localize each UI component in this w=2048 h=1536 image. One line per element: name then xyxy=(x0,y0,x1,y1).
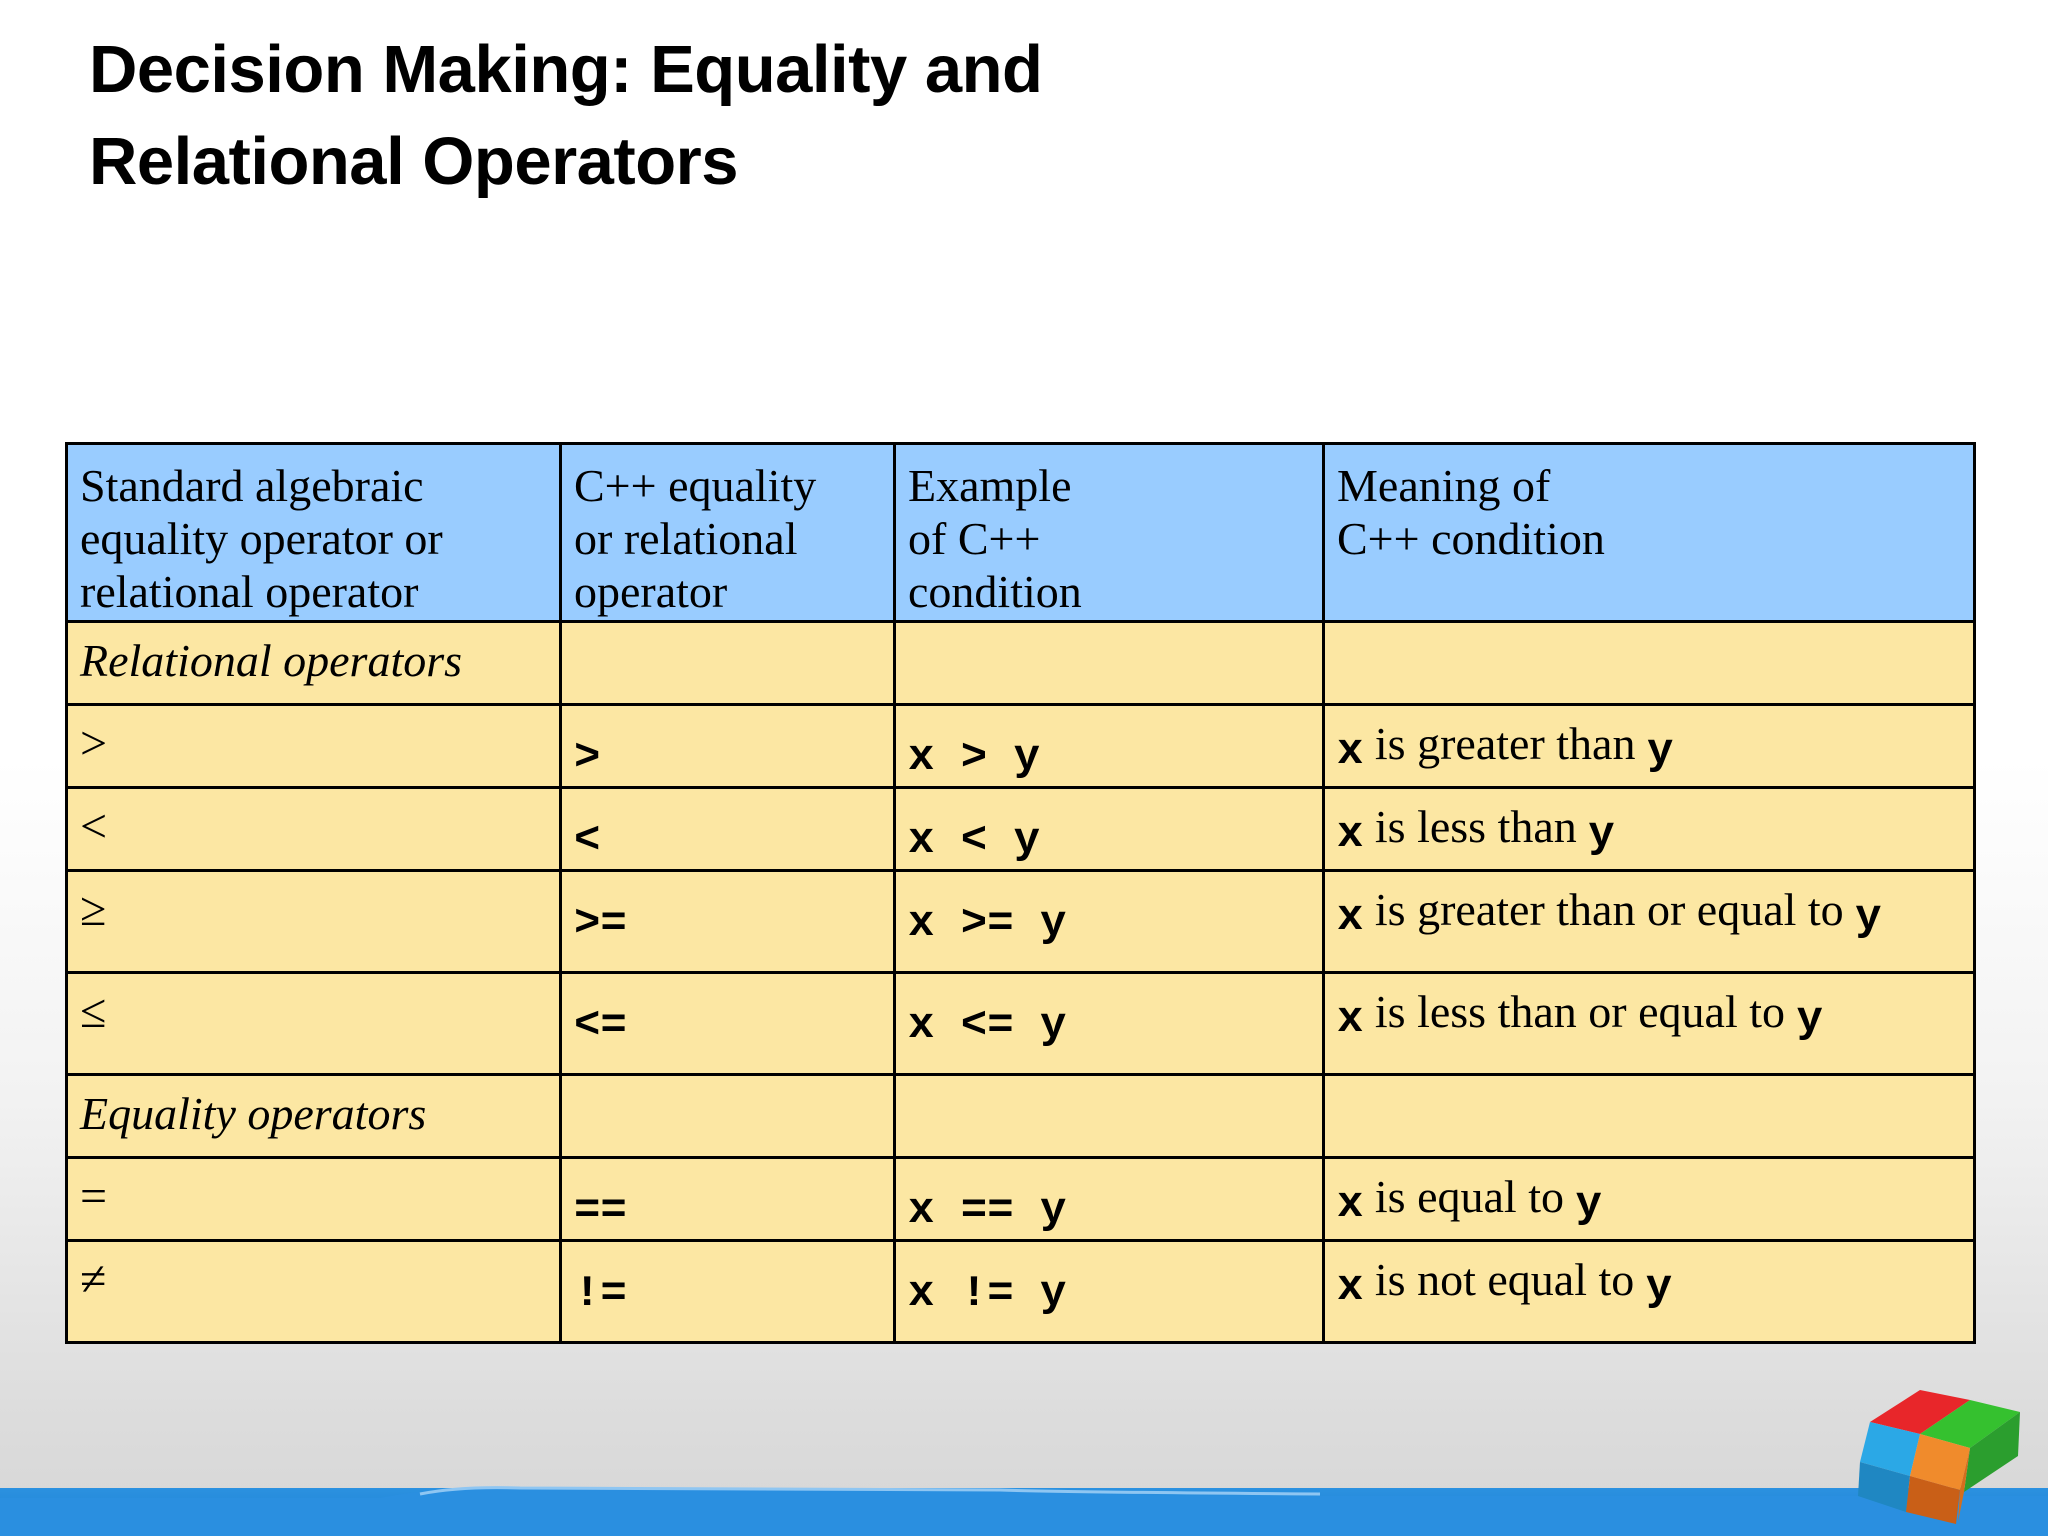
meaning-x: x xyxy=(1337,893,1364,943)
section-label-relational: Relational operators xyxy=(67,622,561,705)
meaning-x: x xyxy=(1337,810,1364,860)
cpp-operator: == xyxy=(574,1186,627,1236)
slide-title-line-1: Decision Making: Equality and xyxy=(89,32,1043,107)
meaning-x: x xyxy=(1337,727,1364,777)
meaning-y: y xyxy=(1645,1263,1673,1313)
meaning-cell xyxy=(1324,1158,1975,1241)
algebraic-operator-cell: ≠ xyxy=(67,1241,561,1343)
meaning-x: x xyxy=(1337,1180,1364,1230)
meaning-cell xyxy=(1324,705,1975,788)
table-cell-empty xyxy=(1324,622,1975,705)
table-cell-empty xyxy=(561,1075,895,1158)
slide-title xyxy=(89,24,1389,208)
cpp-operator: > xyxy=(574,733,601,783)
meaning-y: y xyxy=(1575,1180,1602,1230)
header-line: Standard algebraic xyxy=(80,460,424,511)
meaning-y: y xyxy=(1588,810,1615,860)
header-cpp-operator xyxy=(561,444,895,622)
footer-wave xyxy=(0,1476,2048,1536)
meaning-cell xyxy=(1324,1241,1975,1343)
example-condition: x == y xyxy=(908,1186,1067,1236)
section-label-equality: Equality operators xyxy=(67,1075,561,1158)
meaning-text: is greater than or equal to xyxy=(1363,884,1856,935)
cpp-operator-cell xyxy=(561,705,895,788)
table-header-row xyxy=(67,444,1975,622)
algebraic-operator-cell: ≤ xyxy=(67,973,561,1075)
slide-title-line-2: Relational Operators xyxy=(89,124,739,199)
header-line: relational operator xyxy=(80,566,419,617)
section-row-relational xyxy=(67,622,1975,705)
table-row xyxy=(67,705,1975,788)
meaning-y: y xyxy=(1796,995,1823,1045)
algebraic-operator-cell: > xyxy=(67,705,561,788)
example-condition-cell xyxy=(895,1241,1324,1343)
meaning-text: is greater than xyxy=(1363,718,1647,769)
example-condition-cell xyxy=(895,788,1324,871)
table-cell-empty xyxy=(561,622,895,705)
header-line: Example xyxy=(908,460,1072,511)
header-line: equality operator or xyxy=(80,513,443,564)
table-row xyxy=(67,1241,1975,1343)
meaning-cell xyxy=(1324,973,1975,1075)
meaning-text: is not equal to xyxy=(1363,1254,1646,1305)
cpp-operator: <= xyxy=(574,1001,627,1051)
table-cell-empty xyxy=(1324,1075,1975,1158)
algebraic-operator-cell: = xyxy=(67,1158,561,1241)
cpp-operator: < xyxy=(574,816,601,866)
cpp-operator-cell xyxy=(561,788,895,871)
header-line: operator xyxy=(574,566,728,617)
header-line: Meaning of xyxy=(1337,460,1551,511)
example-condition-cell xyxy=(895,1158,1324,1241)
cpp-operator-cell xyxy=(561,871,895,973)
header-line: C++ equality xyxy=(574,460,817,511)
meaning-x: x xyxy=(1337,1263,1364,1313)
cpp-operator-cell xyxy=(561,1241,895,1343)
example-condition-cell xyxy=(895,705,1324,788)
meaning-text: is equal to xyxy=(1363,1171,1576,1222)
example-condition: x >= y xyxy=(908,899,1067,949)
table-cell-empty xyxy=(895,622,1324,705)
header-line: condition xyxy=(908,566,1082,617)
table-row xyxy=(67,1158,1975,1241)
table-row xyxy=(67,973,1975,1075)
example-condition: x <= y xyxy=(908,1001,1067,1051)
meaning-cell xyxy=(1324,871,1975,973)
header-line: or relational xyxy=(574,513,798,564)
header-line: C++ condition xyxy=(1337,513,1605,564)
section-row-equality xyxy=(67,1075,1975,1158)
meaning-text: is less than xyxy=(1363,801,1589,852)
meaning-cell xyxy=(1324,788,1975,871)
meaning-x: x xyxy=(1337,995,1364,1045)
logo-cube-icon xyxy=(1840,1372,2048,1532)
header-example-condition xyxy=(895,444,1324,622)
header-meaning-condition xyxy=(1324,444,1975,622)
cpp-operator: != xyxy=(574,1269,627,1319)
example-condition: x > y xyxy=(908,733,1041,783)
table-cell-empty xyxy=(895,1075,1324,1158)
cpp-operator-cell xyxy=(561,1158,895,1241)
example-condition-cell xyxy=(895,973,1324,1075)
meaning-text: is less than or equal to xyxy=(1363,986,1797,1037)
cpp-operator: >= xyxy=(574,899,627,949)
algebraic-operator-cell: < xyxy=(67,788,561,871)
example-condition: x != y xyxy=(908,1269,1067,1319)
example-condition: x < y xyxy=(908,816,1041,866)
table-row xyxy=(67,788,1975,871)
meaning-y: y xyxy=(1855,893,1882,943)
header-line: of C++ xyxy=(908,513,1041,564)
meaning-y: y xyxy=(1646,727,1674,777)
cpp-operator-cell xyxy=(561,973,895,1075)
algebraic-operator-cell: ≥ xyxy=(67,871,561,973)
table-row xyxy=(67,871,1975,973)
operators-table xyxy=(65,442,1976,1344)
header-algebraic-operator xyxy=(67,444,561,622)
example-condition-cell xyxy=(895,871,1324,973)
